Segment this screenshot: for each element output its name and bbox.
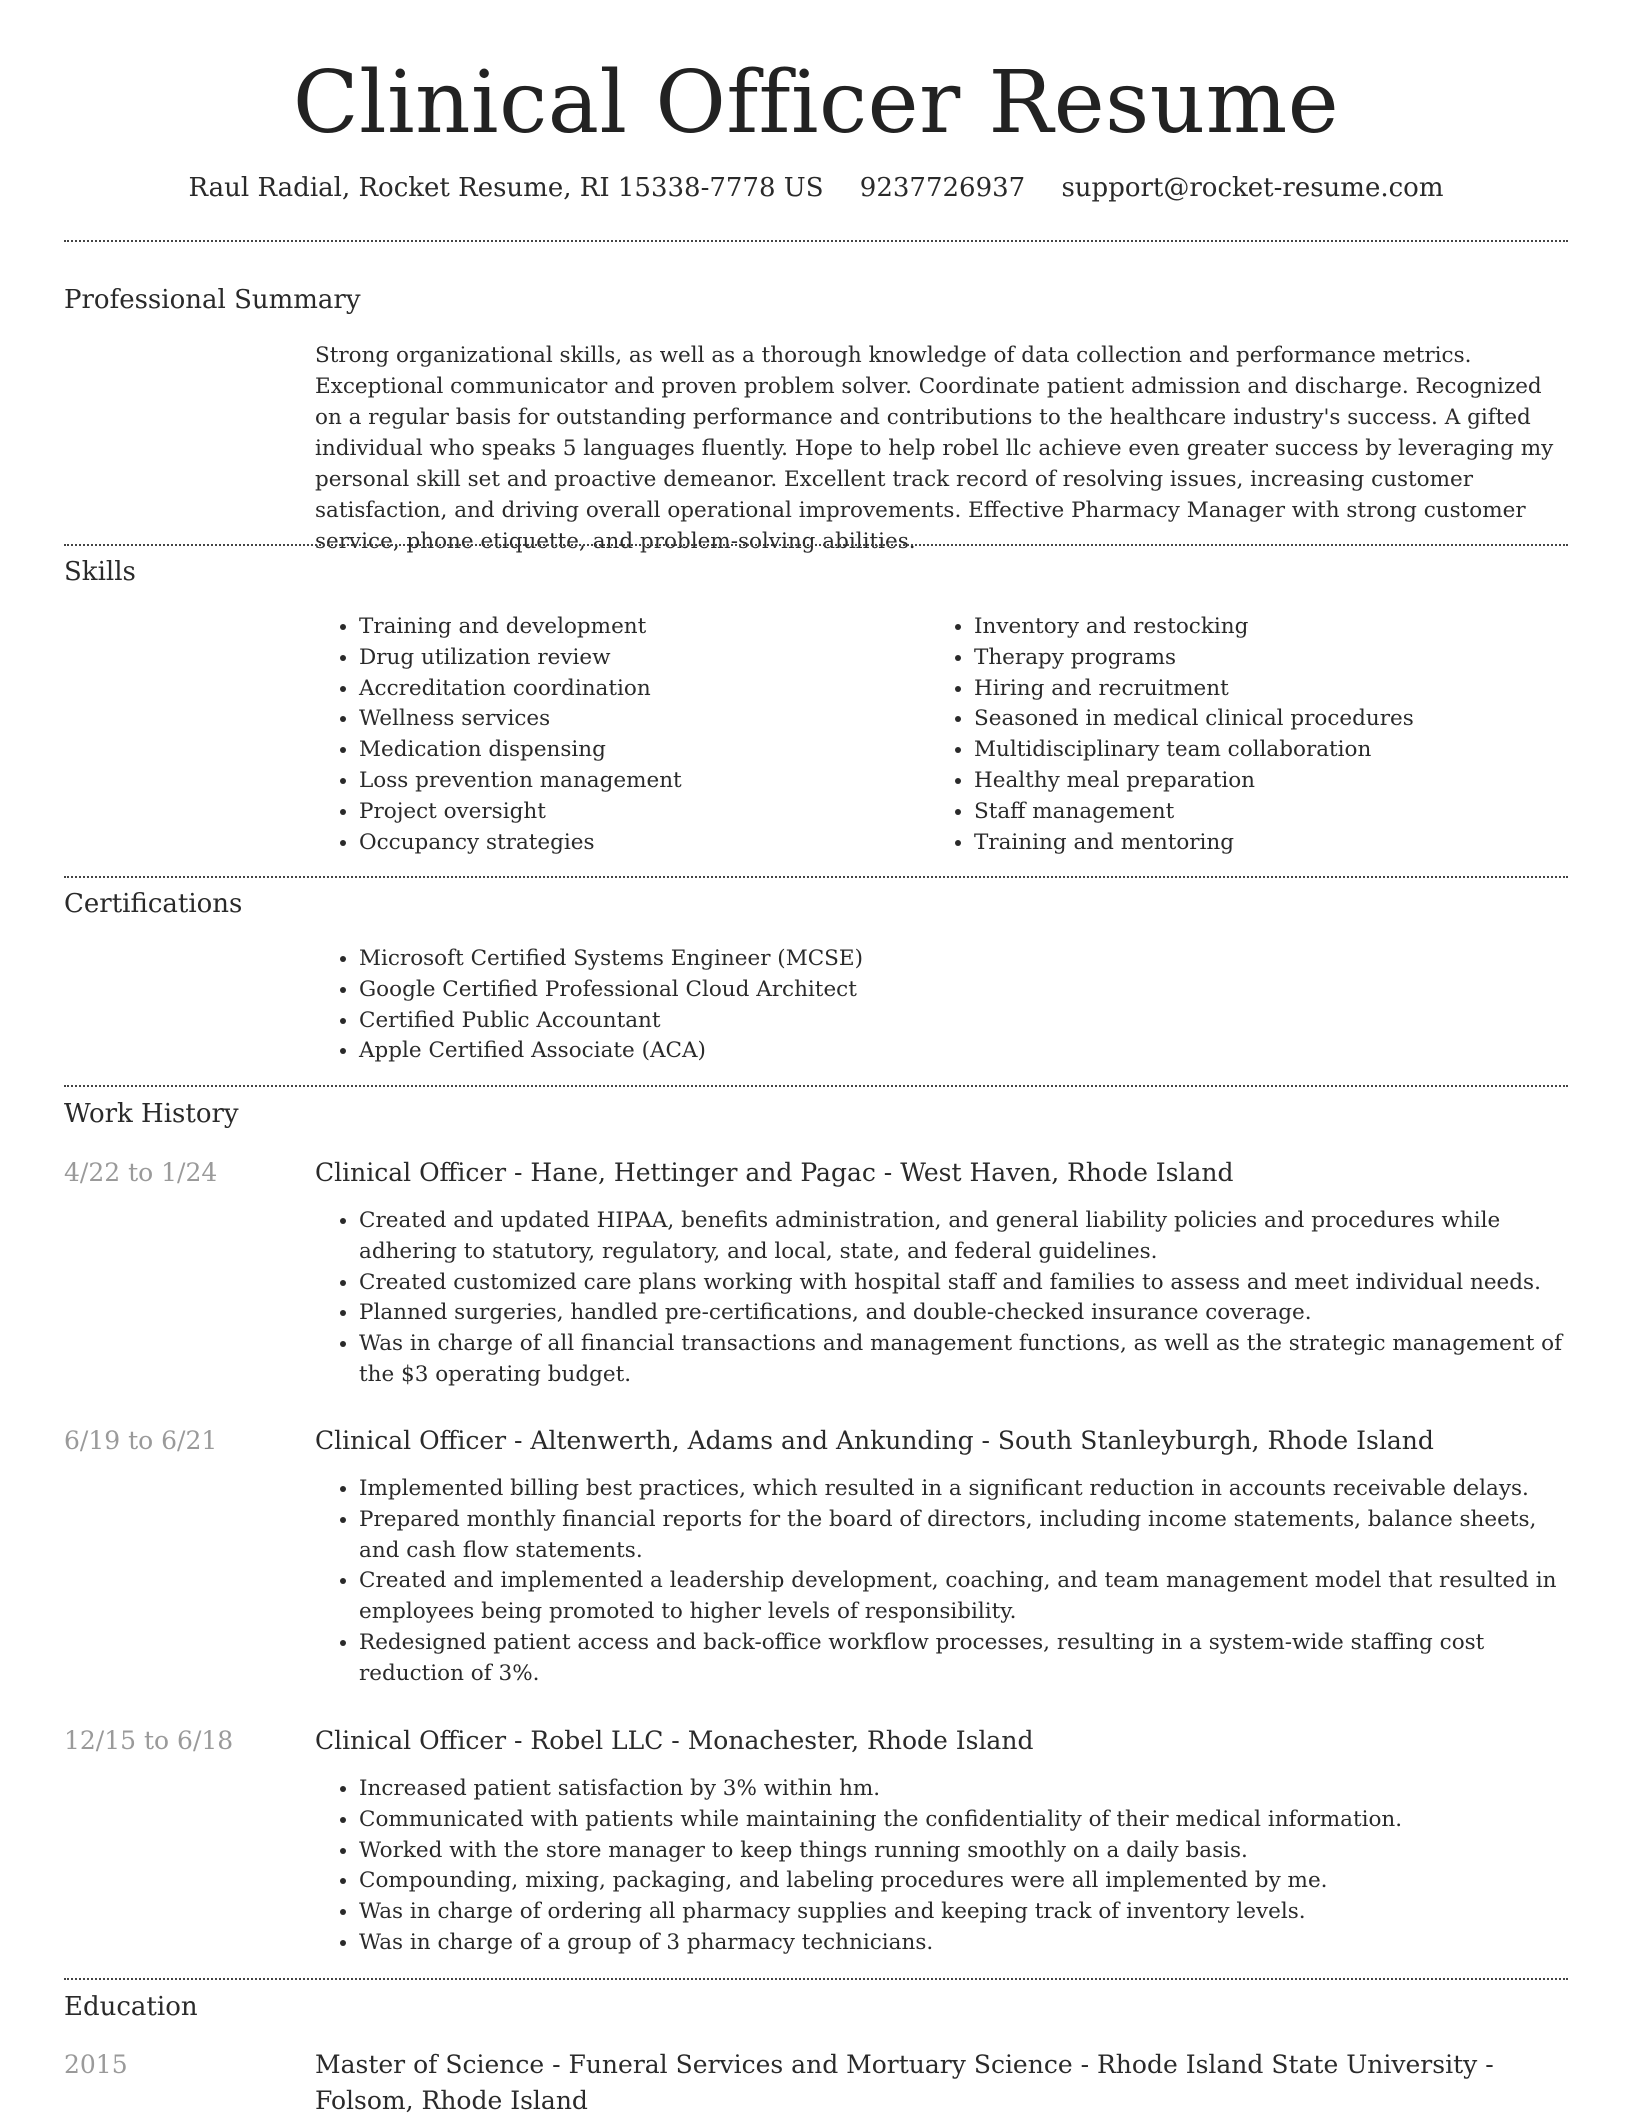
list-item: • Implemented billing best practices, which resulted in a significant reduction in accounts receivable delays. [359, 1474, 1568, 1505]
contact-phone: 9237726937 [859, 173, 1026, 203]
list-item: • Therapy programs [974, 643, 1550, 674]
list-item: • Worked with the store manager to keep things running smoothly on a daily basis. [359, 1836, 1568, 1867]
skills-right-column [930, 612, 1550, 858]
job-title: Clinical Officer - Robel LLC - Monachester, Rhode Island [315, 1726, 1034, 1755]
list-item: • Wellness services [359, 704, 915, 735]
summary-text: Strong organizational skills, as well as a thorough knowledge of data collection and performance metrics. Exceptional communicator and proven problem solver. Coordinate patient admission and discharge. Recognized on a regular basis for outstanding performance and contributions to the healthcare industry's success. A gifted individual who speaks 5 languages fluently. Hope to help robel llc achieve even greater success by leveraging my personal skill set and proactive demeanor. Excellent track record of resolving issues, increasing customer satisfaction, and driving overall operational improvements. Effective Pharmacy Manager with strong customer service, phone etiquette, and problem-solving abilities. [315, 343, 1554, 554]
list-item: • Multidisciplinary team collaboration [974, 735, 1550, 766]
work-history-heading: Work History [64, 1099, 239, 1129]
resume-title: Clinical Officer Resume [292, 53, 1340, 153]
section-divider [64, 544, 1568, 546]
list-item: • Training and mentoring [974, 828, 1550, 859]
education-heading: Education [64, 1992, 198, 2022]
list-item: • Compounding, mixing, packaging, and labeling procedures were all implemented by me. [359, 1866, 1568, 1897]
list-item: • Planned surgeries, handled pre-certifications, and double-checked insurance coverage. [359, 1298, 1568, 1329]
contact-line [0, 168, 1632, 208]
list-item: • Certified Public Accountant [359, 1006, 1515, 1037]
list-item: • Occupancy strategies [359, 828, 915, 859]
list-item: • Loss prevention management [359, 766, 915, 797]
section-divider [64, 876, 1568, 878]
skills-left-column [315, 612, 915, 858]
job-title: Clinical Officer - Altenwerth, Adams and Ankunding - South Stanleyburgh, Rhode Island [315, 1426, 1434, 1455]
list-item: • Project oversight [359, 797, 915, 828]
list-item: • Medication dispensing [359, 735, 915, 766]
list-item: • Was in charge of ordering all pharmacy supplies and keeping track of inventory levels. [359, 1897, 1568, 1928]
job-dates: 4/22 to 1/24 [64, 1158, 218, 1187]
education-year: 2015 [64, 2050, 128, 2079]
list-item: • Increased patient satisfaction by 3% within hm. [359, 1774, 1568, 1805]
section-divider [64, 1978, 1568, 1980]
list-item: • Microsoft Certified Systems Engineer (MCSE) [359, 944, 1515, 975]
list-item: • Google Certified Professional Cloud Architect [359, 975, 1515, 1006]
list-item: • Inventory and restocking [974, 612, 1550, 643]
list-item: • Accreditation coordination [359, 674, 915, 705]
list-item: • Was in charge of a group of 3 pharmacy technicians. [359, 1928, 1568, 1959]
list-item: • Hiring and recruitment [974, 674, 1550, 705]
summary-heading: Professional Summary [64, 285, 361, 315]
certifications-heading: Certifications [64, 889, 243, 919]
education-title: Master of Science - Funeral Services and Mortuary Science - Rhode Island State University - Folsom, Rhode Island [315, 2050, 1494, 2115]
job-bullets [315, 1206, 1568, 1391]
list-item: • Was in charge of all financial transactions and management functions, as well as the strategic management of the $3 operating budget. [359, 1329, 1568, 1391]
list-item: • Healthy meal preparation [974, 766, 1550, 797]
contact-address: Raul Radial, Rocket Resume, RI 15338-7778 US [188, 173, 824, 203]
list-item: • Apple Certified Associate (ACA) [359, 1036, 1515, 1067]
list-item: • Staff management [974, 797, 1550, 828]
job-dates: 6/19 to 6/21 [64, 1426, 218, 1455]
list-item: • Created and updated HIPAA, benefits administration, and general liability policies and procedures while adhering to statutory, regulatory, and local, state, and federal guidelines. [359, 1206, 1568, 1268]
job-bullets [315, 1474, 1568, 1690]
list-item: • Training and development [359, 612, 915, 643]
contact-email: support@rocket-resume.com [1061, 173, 1444, 203]
list-item: • Drug utilization review [359, 643, 915, 674]
list-item: • Created customized care plans working with hospital staff and families to assess and meet individual needs. [359, 1268, 1568, 1299]
section-divider [64, 240, 1568, 242]
job-dates: 12/15 to 6/18 [64, 1726, 234, 1755]
list-item: • Redesigned patient access and back-office workflow processes, resulting in a system-wide staffing cost reduction of 3%. [359, 1628, 1568, 1690]
list-item: • Seasoned in medical clinical procedures [974, 704, 1550, 735]
certifications-list [315, 944, 1515, 1067]
list-item: • Communicated with patients while maintaining the confidentiality of their medical information. [359, 1805, 1568, 1836]
section-divider [64, 1085, 1568, 1087]
job-title: Clinical Officer - Hane, Hettinger and Pagac - West Haven, Rhode Island [315, 1158, 1234, 1187]
list-item: • Prepared monthly financial reports for the board of directors, including income statements, balance sheets, and cash flow statements. [359, 1505, 1568, 1567]
list-item: • Created and implemented a leadership development, coaching, and team management model that resulted in employees being promoted to higher levels of responsibility. [359, 1566, 1568, 1628]
job-bullets [315, 1774, 1568, 1959]
skills-heading: Skills [64, 557, 136, 587]
